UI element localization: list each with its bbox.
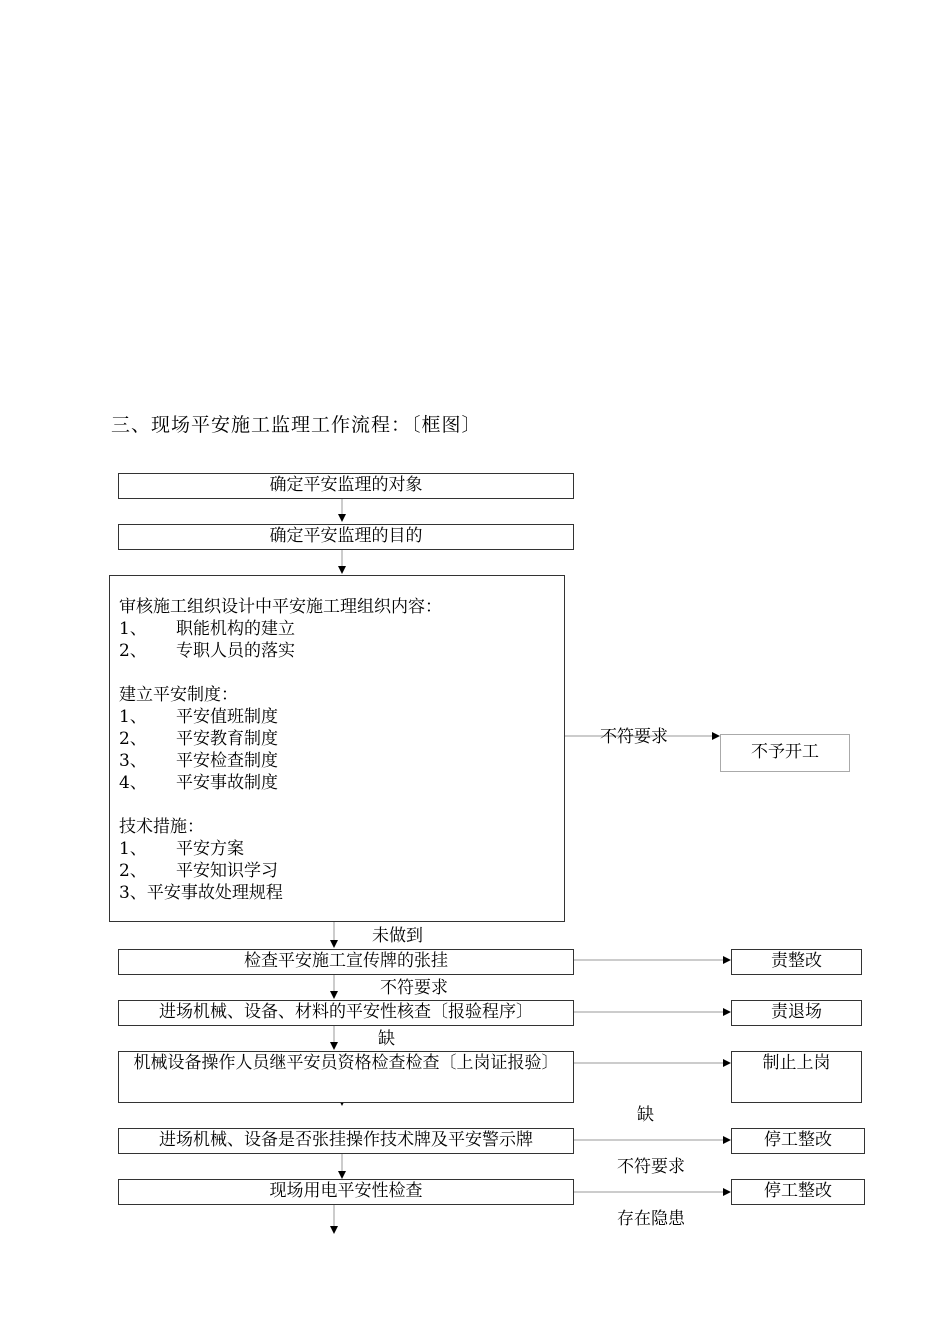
condition-label: 未做到 xyxy=(372,926,423,946)
outcome-rectify: 责整改 xyxy=(731,949,862,975)
step-determine-goal: 确定平安监理的目的 xyxy=(118,524,574,550)
condition-label: 不符要求 xyxy=(617,1157,685,1177)
outcome-stop-rectify-1: 停工整改 xyxy=(731,1128,865,1154)
review-item: 2、 平安知识学习 xyxy=(119,861,278,881)
condition-label: 存在隐患 xyxy=(617,1209,685,1229)
condition-label: 缺 xyxy=(378,1029,395,1049)
page-title: 三、现场平安施工监理工作流程：〔框图〕 xyxy=(111,414,482,436)
step-check-signboard: 检查平安施工宣传牌的张挂 xyxy=(118,949,574,975)
condition-label: 不符要求 xyxy=(380,978,448,998)
review-item-last: 3、平安事故处理规程 xyxy=(119,883,283,903)
review-item: 2、 平安教育制度 xyxy=(119,729,278,749)
step-determine-object: 确定平安监理的对象 xyxy=(118,473,574,499)
review-item: 1、 职能机构的建立 xyxy=(119,619,295,639)
review-item: 2、 专职人员的落实 xyxy=(119,641,295,661)
step-check-operators: 机械设备操作人员继平安员资格检查检查〔上岗证报验〕 xyxy=(118,1051,574,1103)
review-item: 1、 平安方案 xyxy=(119,839,244,859)
step-check-warning-signs: 进场机械、设备是否张挂操作技术牌及平安警示牌 xyxy=(118,1128,574,1154)
step-review-organization-box xyxy=(109,575,565,922)
review-item: 4、 平安事故制度 xyxy=(119,773,278,793)
review-item: 3、 平安检查制度 xyxy=(119,751,278,771)
step-check-electricity: 现场用电平安性检查 xyxy=(118,1179,574,1205)
condition-label: 不符要求 xyxy=(600,727,668,747)
step-check-materials: 进场机械、设备、材料的平安性核查〔报验程序〕 xyxy=(118,1000,574,1026)
review-heading-3: 技术措施： xyxy=(119,817,204,837)
outcome-stop-work-post: 制止上岗 xyxy=(731,1051,862,1103)
review-heading-2: 建立平安制度： xyxy=(119,685,238,705)
outcome-exit-site: 责退场 xyxy=(731,1000,862,1026)
condition-label: 缺 xyxy=(637,1105,654,1125)
review-heading-1: 审核施工组织设计中平安施工理组织内容： xyxy=(119,597,442,617)
outcome-no-start: 不予开工 xyxy=(720,734,850,772)
review-item: 1、 平安值班制度 xyxy=(119,707,278,727)
outcome-stop-rectify-2: 停工整改 xyxy=(731,1179,865,1205)
